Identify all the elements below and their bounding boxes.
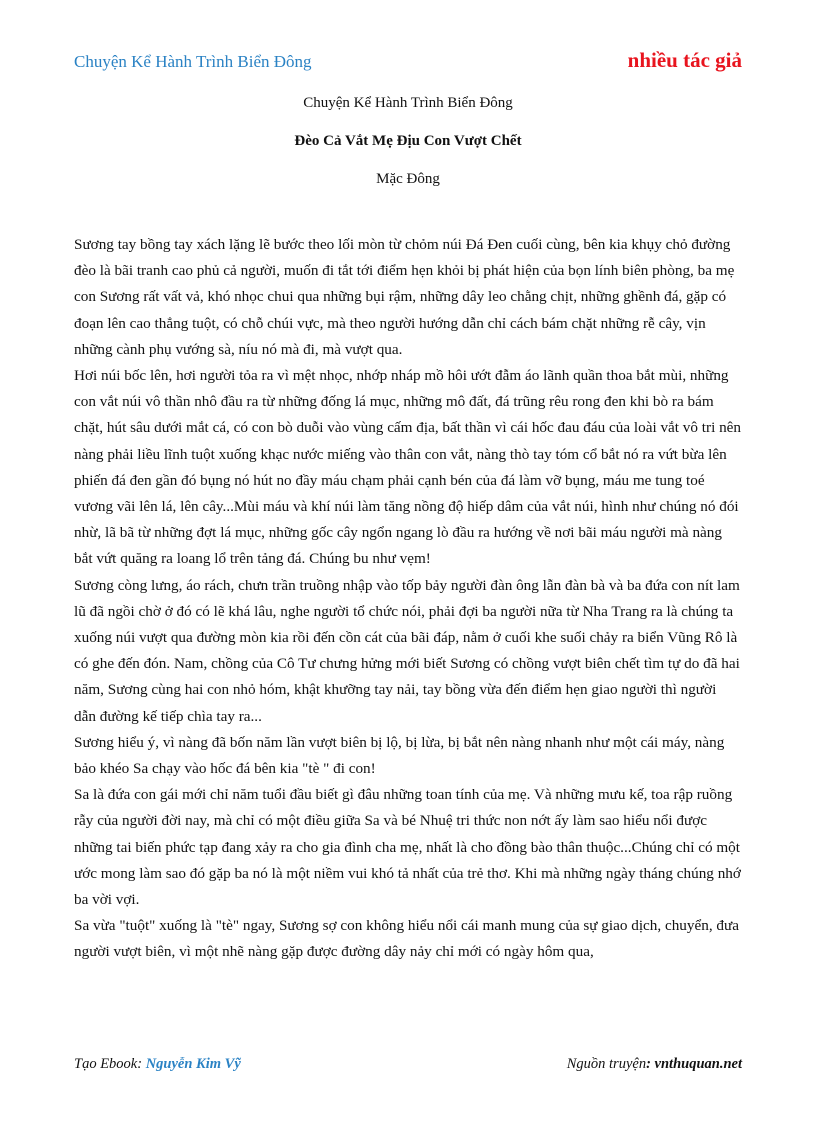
footer-source-credit — [567, 1056, 742, 1073]
collection-title: Chuyện Kể Hành Trình Biển Đông — [303, 95, 513, 111]
source-label: Nguồn truyện — [566, 1056, 647, 1072]
header-book-title: Chuyện Kể Hành Trình Biển Đông — [74, 52, 312, 71]
paragraph-5: Sa là đứa con gái mới chỉ năm tuổi đầu biết gì đâu những toan tính của mẹ. Và những mưu kế, toa rập ruồng rẫy của người đời nay, mà chỉ có một điều giữa Sa và bé Nhuệ tri thức non nớt ấy làm sao hiểu nổi được những tai biến phức tạp đang xảy ra cho gia đình cha mẹ, nhất là cho đồng bào thân thuộc...Chúng chỉ có một ước mong làm sao đó gặp ba nó là một niềm vui khó tả nhất của trẻ thơ. Khi mà những ngày tháng chúng nhớ ba vời vợi. — [74, 786, 741, 909]
story-body — [74, 232, 742, 966]
paragraph-6: Sa vừa "tuột" xuống là "tè" ngay, Sương sợ con không hiểu nổi cái manh mung của sự giao dịch, chuyển, đưa người vượt biên, vì một nhẽ nàng gặp được đường dây nảy chỉ mới có ngày hôm qua, — [74, 917, 739, 961]
source-site: vnthuquan.net — [654, 1056, 742, 1072]
story-title: Đèo Cả Vắt Mẹ Địu Con Vượt Chết — [294, 133, 522, 149]
ebook-author-name: Nguyễn Kim Vỹ — [145, 1056, 241, 1072]
paragraph-1: Sương tay bồng tay xách lặng lẽ bước theo lối mòn từ chỏm núi Đá Đen cuối cùng, bên kia khụy chỏ đường đèo là bãi tranh cao phủ cả người, muốn đi tắt tới điểm hẹn khỏi bị phát hiện của bọn lính biên phòng, ba mẹ con Sương rất vất vả, khó nhọc chui qua những bụi rậm, những dây leo chằng chịt, những ghềnh đá, gặp có đoạn lên cao thẳng tuột, có chỗ chúi vực, mà theo người hướng dẫn chỉ cách bám chặt những rễ cây, vịn những cành phụ vướng sà, níu nó mà đi, mà vượt qua. — [74, 236, 735, 358]
paragraph-2: Hơi núi bốc lên, hơi người tỏa ra vì mệt nhọc, nhớp nháp mồ hôi ướt đẫm áo lãnh quần thoa bắt mùi, những con vắt núi vô thần nhô đầu ra từ những đống lá mục, những mô đất, đá trũng rêu rong đen khi bò ra bám chặt, hút sâu dưới mắt cá, có con bò duỗi vào vùng cấm địa, bất thần vì cái hốc đau đáu của loài vắt vô tri nên nàng phải liều lĩnh tuột xuống khạc nước miếng vào thân con vắt, nàng thò tay tóm cổ bắt nó ra vứt bừa lên phiến đá đen gần đó bụng nó hút no đầy máu chạm phải cạnh bén của đá làm vỡ bụng, máu me tung toé vương vãi lên lá, lên cây...Mùi máu và khí núi làm tăng nồng độ hiếp dâm của vắt núi, hình như chúng nó đói nhừ, lã bã từ những đợt lá mục, những gốc cây ngổn ngang lò đầu ra hướng về nơi bãi máu người mà nàng bắt vứt quăng ra loang lổ trên tảng đá. Chúng bu như vẹm! — [74, 367, 742, 568]
source-separator: : — [646, 1056, 655, 1072]
ebook-label: Tạo Ebook — [74, 1056, 138, 1072]
header-author-note: nhiều tác giả — [627, 48, 742, 72]
footer-ebook-credit — [74, 1056, 241, 1073]
ebook-separator: : — [137, 1056, 146, 1072]
paragraph-3: Sương còng lưng, áo rách, chưn trần truồng nhập vào tốp bảy người đàn ông lẫn đàn bà và ba đứa con nít lam lũ đã ngồi chờ ở đó có lẽ khá lâu, nghe người tổ chức nói, phải đợi ba người nữa từ Nha Trang ra là chúng ta xuống núi vượt qua đường mòn kia rồi đến cồn cát của bãi đáp, nằm ở cuối khe suối chảy ra biển Vũng Rô là có ghe đến đón. Nam, chồng của Cô Tư chưng hửng mới biết Sương có chồng vượt biên chết tìm tự do đã hai năm, Sương cùng hai con nhỏ hóm, khật khưỡng tay nải, tay bồng vừa đến điểm hẹn giao người thì người dẫn đường kế tiếp chìa tay ra... — [74, 576, 740, 725]
story-author: Mặc Đông — [376, 171, 440, 187]
paragraph-4: Sương hiểu ý, vì nàng đã bốn năm lần vượt biên bị lộ, bị lừa, bị bắt nên nàng nhanh như một cái máy, nàng bảo khéo Sa chạy vào hốc đá bên kia "tè " đi con! — [74, 733, 725, 778]
